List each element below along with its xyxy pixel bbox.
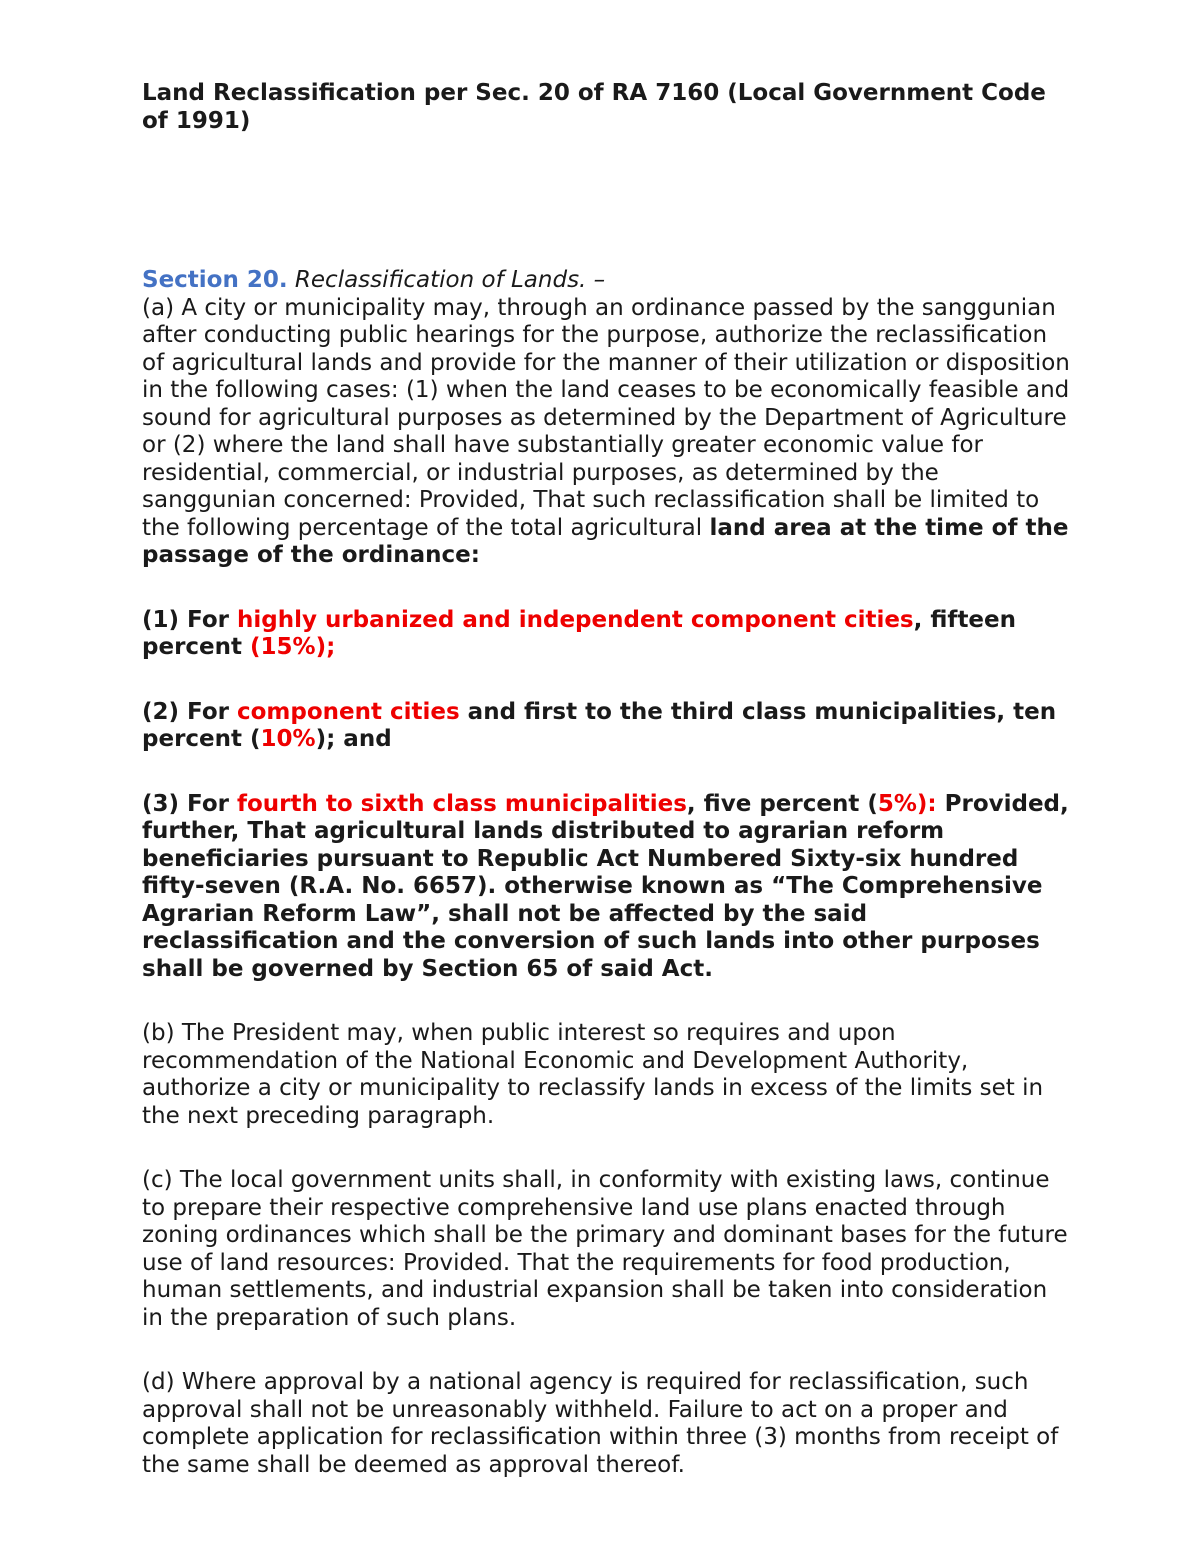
paragraph-b: (b) The President may, when public interest so requires and upon recommendation of the National Economic and Development Authority, authorize a city or municipality to reclassify lands in excess of the limits set in the next preceding paragraph. [142,1020,1044,1129]
paragraph-a-bold-tail: land area at the time of the passage of the ordinance: [142,514,1069,568]
document-page [142,80,1070,1479]
item-3-highlight: fourth to sixth class municipalities [236,790,687,817]
item-1-highlight: highly urbanized and independent component cities [236,606,914,633]
spacer [142,662,1070,699]
item-2-suffix: ); and [315,726,392,752]
item-3 [142,791,1070,984]
item-3-prefix: (3) For [142,790,237,817]
spacer [142,1130,1070,1167]
item-3-middle: , five percent ( [686,790,878,817]
section-label: Section 20. [142,267,288,293]
spacer [142,983,1070,1020]
item-1-prefix: (1) For [142,606,237,633]
item-2-middle: and first to the third class municipalities, ten percent ( [142,698,1057,752]
item-1-percent: (15%); [250,634,336,660]
spacer [142,754,1070,791]
paragraph-a-text: (a) A city or municipality may, through an ordinance passed by the sanggunian after conducting public hearings for the purpose, authorize the reclassification of agricultural lands and provide for the manner of their utilization or disposition in the following cases: (1) when the land ceases to be economically feasible and sound for agricultural purposes as determined by the Department of Agriculture or (2) where the land shall have substantially greater economic value for residential, commercial, or industrial purposes, as determined by the sanggunian concerned: Provided, That such reclassification shall be limited to the following percentage of the total agricultural [142,294,1070,541]
item-2 [142,699,1070,754]
item-2-prefix: (2) For [142,698,237,725]
spacer [142,570,1070,607]
paragraph-d: (d) Where approval by a national agency is required for reclassification, such approval shall not be unreasonably withheld. Failure to act on a proper and complete application for reclassification within three (3) months from receipt of the same shall be deemed as approval thereof. [142,1369,1059,1478]
item-1 [142,607,1070,662]
spacer [142,1332,1070,1369]
item-3-percent: 5%): [877,790,937,817]
paragraph-c: (c) The local government units shall, in conformity with existing laws, continue to prepare their respective comprehensive land use plans enacted through zoning ordinances which shall be the primary and dominant bases for the future use of land resources: Provided. That the requirements for food production, human settlements, and industrial expansion shall be taken into consideration in the preparation of such plans. [142,1167,1068,1331]
item-2-highlight: component cities [236,698,460,725]
section-title: Reclassification of Lands. – [294,267,606,293]
item-1-middle: , fifteen percent [142,606,1017,660]
section-heading [142,267,1070,295]
paragraph-a [142,295,1070,570]
item-3-rest: Provided, further, That agricultural lands distributed to agrarian reform beneficiaries pursuant to Republic Act Numbered Sixty-six hundred fifty-seven (R.A. No. 6657). otherwise known as “The Comprehensive Agrarian Reform Law”, shall not be affected by the said reclassification and the conversion of such lands into other purposes shall be governed by Section 65 of said Act. [142,790,1069,982]
item-2-percent: 10% [260,726,316,752]
document-title: Land Reclassification per Sec. 20 of RA 7160 (Local Government Code of 1991) [142,80,1046,134]
spacer [142,135,1070,267]
